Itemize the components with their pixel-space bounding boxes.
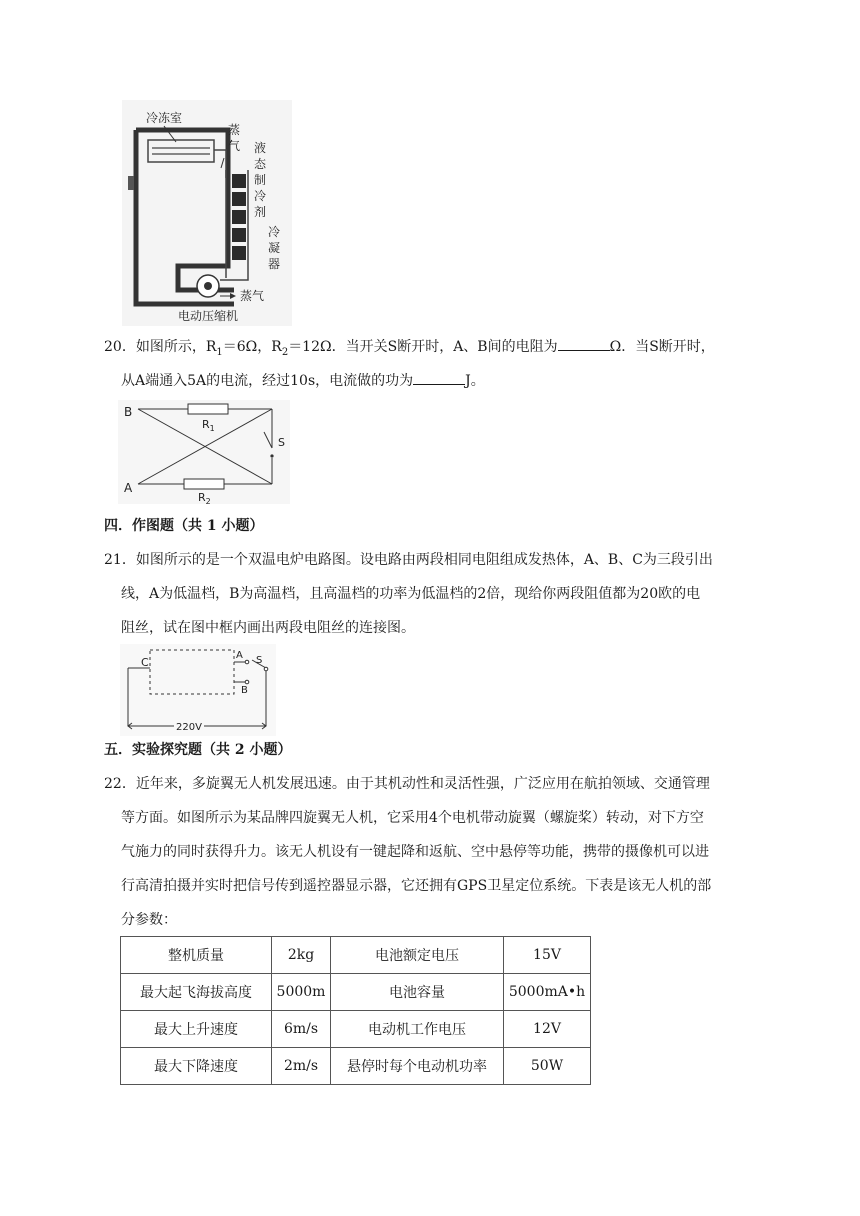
table-cell: 悬停时每个电动机功率 xyxy=(331,1048,504,1085)
resistor-r2 xyxy=(184,479,224,489)
q20-circuit-diagram xyxy=(118,400,290,504)
table-row xyxy=(121,974,591,1011)
switch-s-label: S xyxy=(256,655,263,666)
q20-text-d: Ω．当S断开时， xyxy=(609,339,715,355)
table-cell: 5000mA•h xyxy=(504,974,591,1011)
q20-sub1: 1 xyxy=(216,346,223,358)
label-liquid-5: 剂 xyxy=(254,205,267,219)
label-freezer: 冷冻室 xyxy=(146,111,183,125)
terminal-a-label: A xyxy=(236,650,243,661)
table-row xyxy=(121,937,591,974)
q21-line2: 线，A为低温档，B为高温档，且高温档的功率为低温档的2倍，现给你两段阻值都为20欧的电 xyxy=(121,586,701,602)
q20-line2 xyxy=(121,370,485,391)
terminal-a-label: A xyxy=(124,481,133,495)
q20-number: 20． xyxy=(104,339,136,355)
label-vapor-top-1: 蒸 xyxy=(228,123,241,137)
label-condenser-3: 器 xyxy=(268,257,281,271)
q20-line1 xyxy=(104,336,715,363)
table-cell: 整机质量 xyxy=(121,937,272,974)
drone-parameters-table xyxy=(120,936,591,1085)
label-vapor-top-2: 气 xyxy=(228,139,241,153)
label-liquid-1: 液 xyxy=(254,141,267,155)
q20-text-a: 如图所示，R xyxy=(135,339,217,355)
refrigerator-diagram xyxy=(122,100,292,326)
section5-title: 五．实验探究题（共 2 小题） xyxy=(104,742,292,758)
q21-line3: 阻丝，试在图中框内画出两段电阻丝的连接图。 xyxy=(121,620,415,636)
label-condenser-2: 凝 xyxy=(268,241,281,255)
resistor-r1 xyxy=(188,404,228,414)
terminal-b-label: B xyxy=(241,685,248,696)
q22-number: 22． xyxy=(104,776,136,792)
label-condenser-1: 冷 xyxy=(268,225,281,239)
table-cell: 2m/s xyxy=(272,1048,331,1085)
terminal-c-label: C xyxy=(141,656,149,669)
q22-line1 xyxy=(104,774,710,794)
table-cell: 5000m xyxy=(272,974,331,1011)
q22-line5: 分参数： xyxy=(121,912,177,928)
r2-label: $R_2$ xyxy=(198,491,211,504)
q22-text-1: 近年来，多旋翼无人机发展迅速。由于其机动性和灵活性强，广泛应用在航拍领域、交通管理 xyxy=(135,776,710,792)
table-cell: 12V xyxy=(504,1011,591,1048)
table-cell: 6m/s xyxy=(272,1011,331,1048)
label-liquid-4: 冷 xyxy=(254,189,267,203)
q20-text-c: ＝12Ω．当开关S断开时，A、B间的电阻为 xyxy=(288,339,558,355)
table-cell: 最大下降速度 xyxy=(121,1048,272,1085)
table-cell: 最大起飞海拔高度 xyxy=(121,974,272,1011)
q20-text-f: J。 xyxy=(465,373,485,389)
table-cell: 电动机工作电压 xyxy=(331,1011,504,1048)
table-cell: 电池额定电压 xyxy=(331,937,504,974)
table-cell: 50W xyxy=(504,1048,591,1085)
q22-line3: 气施力的同时获得升力。该无人机设有一键起降和返航、空中悬停等功能，携带的摄像机可以进 xyxy=(121,844,709,860)
q21-line1 xyxy=(104,550,713,570)
q21-text-1: 如图所示的是一个双温电炉电路图。设电路由两段相同电阻组成发热体，A、B、C为三段引出 xyxy=(135,552,713,568)
switch-s-label: S xyxy=(278,436,285,449)
q20-text-b: ＝6Ω，R xyxy=(222,339,282,355)
q21-number: 21． xyxy=(104,552,136,568)
table-cell: 2kg xyxy=(272,937,331,974)
voltage-label: 220V xyxy=(176,722,202,733)
r1-label: $R_1$ xyxy=(202,418,215,433)
table-row xyxy=(121,1011,591,1048)
table-cell: 15V xyxy=(504,937,591,974)
label-compressor: 电动压缩机 xyxy=(178,309,239,323)
q20-answer-blank-2[interactable] xyxy=(413,370,465,385)
label-liquid-3: 制 xyxy=(254,173,267,187)
q20-sub2: 2 xyxy=(281,346,289,358)
q22-line2: 等方面。如图所示为某品牌四旋翼无人机，它采用4个电机带动旋翼（螺旋桨）转动，对下方空 xyxy=(121,810,704,826)
table-row xyxy=(121,1048,591,1085)
label-liquid-2: 态 xyxy=(254,157,267,171)
table-cell: 电池容量 xyxy=(331,974,504,1011)
q20-answer-blank-1[interactable] xyxy=(558,336,610,351)
q21-circuit-diagram xyxy=(120,644,276,736)
label-vapor-bottom: 蒸气 xyxy=(240,289,265,303)
q22-line4: 行高清拍摄并实时把信号传到遥控器显示器，它还拥有GPS卫星定位系统。下表是该无人机的部 xyxy=(121,878,712,894)
terminal-b-label: B xyxy=(124,405,133,419)
section4-title: 四．作图题（共 1 小题） xyxy=(104,518,264,534)
q20-text-e: 从A端通入5A的电流，经过10s，电流做的功为 xyxy=(121,373,414,389)
table-cell: 最大上升速度 xyxy=(121,1011,272,1048)
